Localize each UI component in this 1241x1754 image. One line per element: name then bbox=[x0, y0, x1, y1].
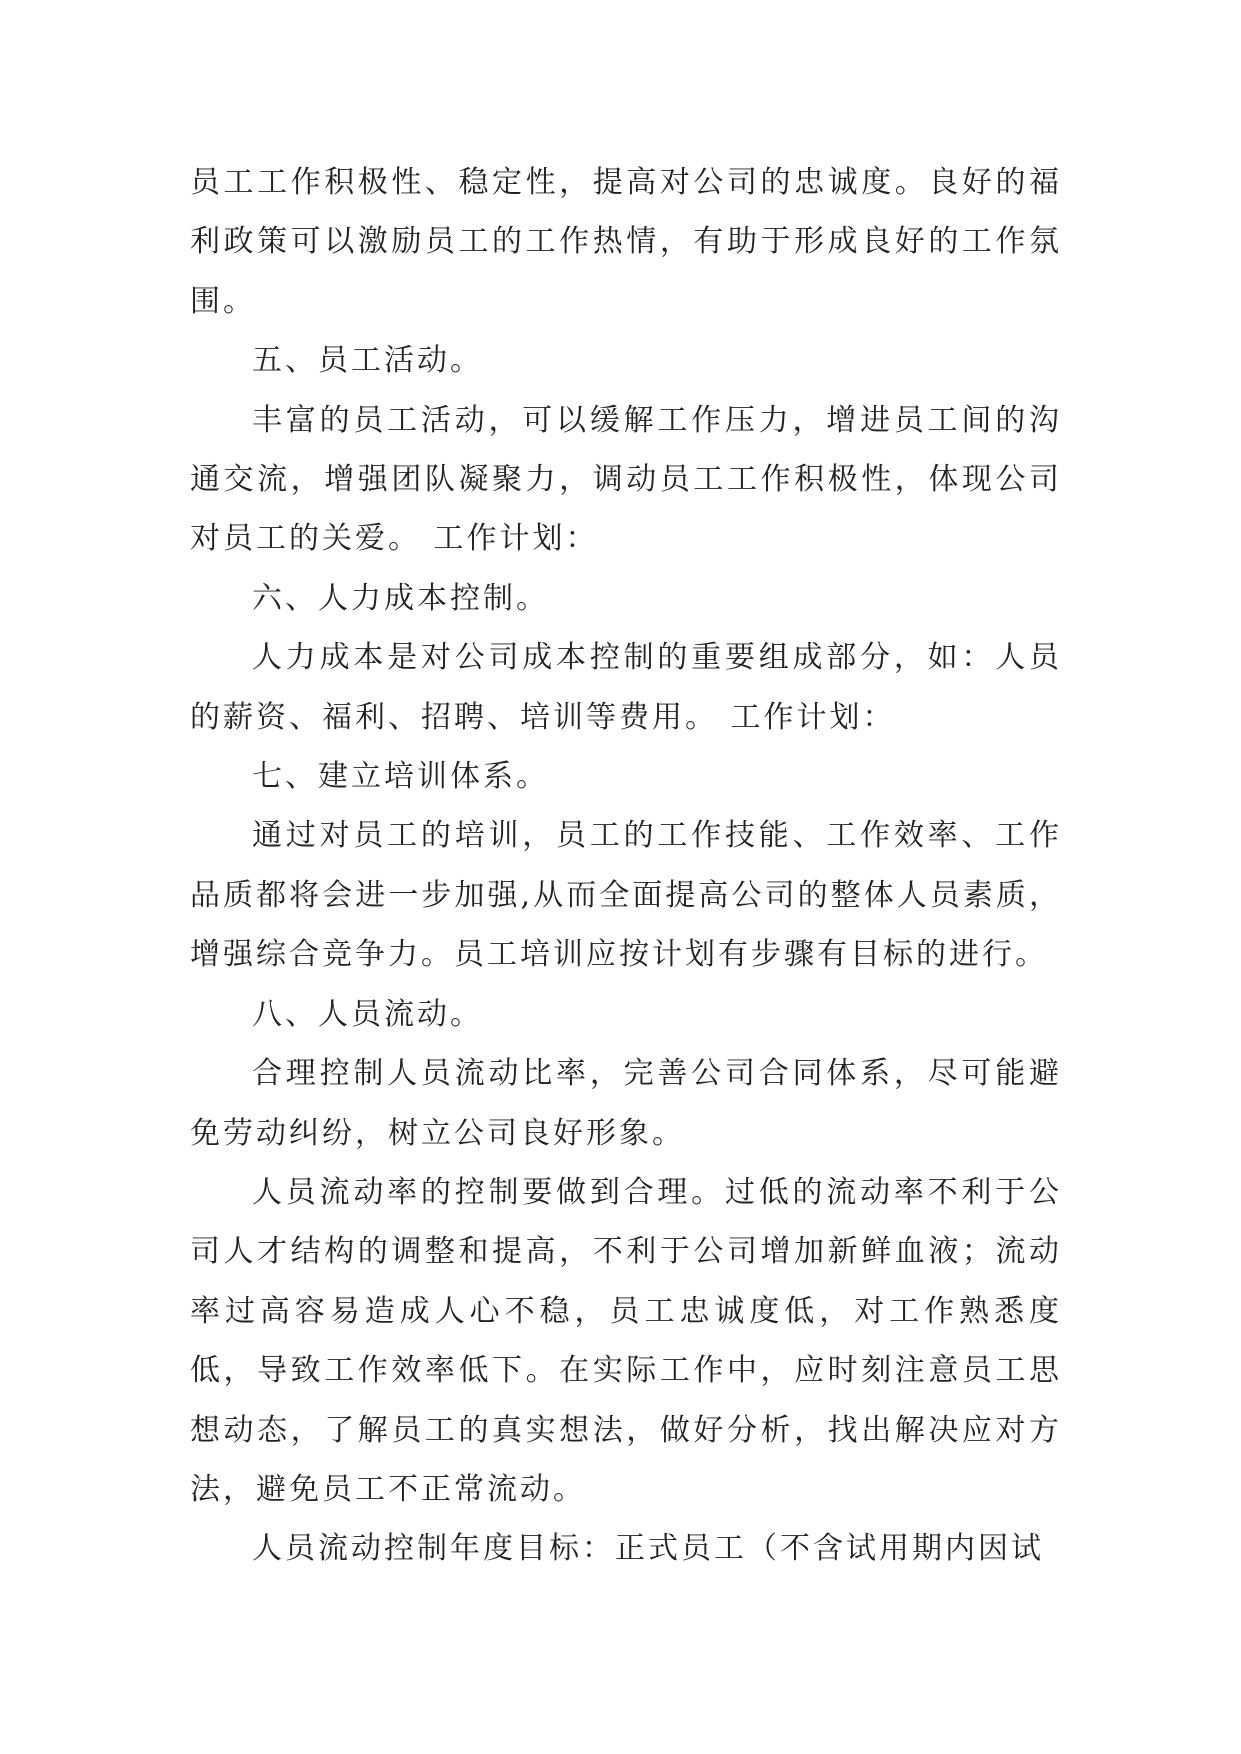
paragraph-turnover-goal: 人员流动控制年度目标：正式员工（不含试用期内因试 bbox=[252, 1531, 1044, 1567]
paragraph-training-system: 通过对员工的培训，员工的工作技能、工作效率、工作品质都将会进一步加强,从而全面提高公司的整体人员素质，增强综合竞争力。员工培训应按计划有步骤有目标的进行。 bbox=[190, 818, 1062, 973]
heading-training-system: 七、建立培训体系。 bbox=[252, 759, 549, 795]
heading-employee-activities: 五、员工活动。 bbox=[252, 343, 483, 379]
paragraph-turnover-rate: 人员流动率的控制要做到合理。过低的流动率不利于公司人才结构的调整和提高，不利于公司增加新鲜血液；流动率过高容易造成人心不稳，员工忠诚度低，对工作熟悉度低，导致工作效率低下。在实际工作中，应时刻注意员工思想动态，了解员工的真实想法，做好分析，找出解决应对方法，避免员工不正常流动。 bbox=[190, 1174, 1062, 1507]
heading-staff-turnover: 八、人员流动。 bbox=[252, 996, 483, 1032]
paragraph-labor-cost-control: 人力成本是对公司成本控制的重要组成部分，如：人员的薪资、福利、招聘、培训等费用。 工作计划： bbox=[190, 640, 1062, 735]
paragraph-employee-activities: 丰富的员工活动，可以缓解工作压力，增进员工间的沟通交流，增强团队凝聚力，调动员工工作积极性，体现公司对员工的关爱。 工作计划： bbox=[190, 402, 1062, 557]
paragraph-welfare-continued: 员工工作积极性、稳定性，提高对公司的忠诚度。良好的福利政策可以激励员工的工作热情，有助于形成良好的工作氛围。 bbox=[190, 165, 1062, 319]
document-body bbox=[190, 153, 1062, 1579]
heading-labor-cost-control: 六、人力成本控制。 bbox=[252, 580, 549, 616]
paragraph-staff-turnover: 合理控制人员流动比率，完善公司合同体系，尽可能避免劳动纠纷，树立公司良好形象。 bbox=[190, 1056, 1062, 1151]
